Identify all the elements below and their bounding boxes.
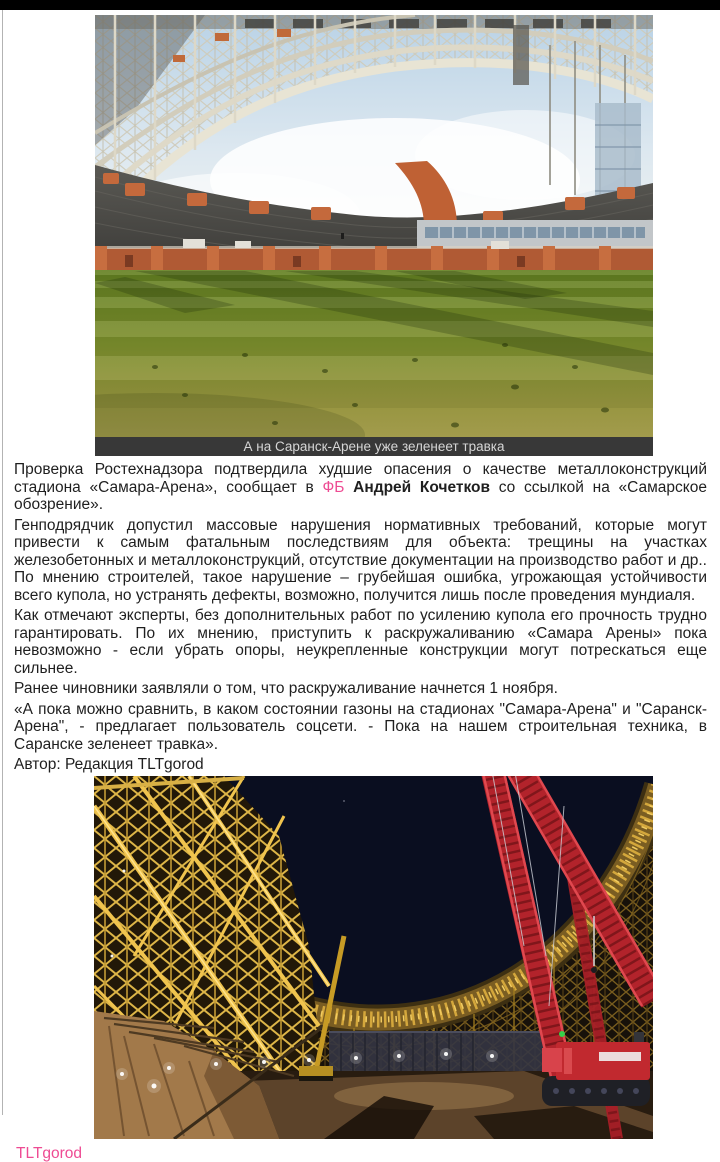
red-crawler-crane: [542, 1031, 650, 1106]
stadium-photo: [95, 15, 653, 437]
article-paragraph-5: «А пока можно сравнить, в каком состоянии газоны на стадионах "Самара-Арена" и "Саранск-Арена", - предлагает пользователь соцсети. - Пока на нашем строительная техника, в Саранске зеленеет травка».: [14, 701, 707, 754]
article-paragraph-3: Как отмечают эксперты, без дополнительных работ по усилению купола его прочность трудно гарантировать. По их мнению, приступить к раскружаливанию «Самара Арены» пока невозможно - если убрать опоры, неукрепленные конструкции могут потрескаться еще сильнее.: [14, 607, 707, 677]
article-body: [0, 461, 720, 1162]
photo-caption: А на Саранск-Арене уже зеленеет травка: [95, 437, 653, 456]
author-name-bold: Андрей Кочетков: [344, 479, 490, 496]
fb-link[interactable]: ФБ: [323, 479, 345, 496]
article-figure-stadium: [95, 15, 653, 456]
article-paragraph-1: [14, 461, 707, 514]
stadium-pitch: [95, 270, 653, 437]
article-figure-construction: [94, 776, 653, 1139]
article-paragraph-2: Генподрядчик допустил массовые нарушения нормативных требований, которые могут привести к самым фатальным последствиям для объекта: трещины на участках железобетонных и металлоконструкций, отсутствие документации на производство работ и др.. По мнению строителей, такое нарушение – грубейшая ошибка, угрожающая устойчивости всего купола, но устранять дефекты, возможно, получится лишь после проведения мундиаля.: [14, 517, 707, 605]
top-black-bar: [0, 0, 720, 10]
paragraph-1-text: Проверка Ростехнадзора подтвердила худшие опасения о качестве металлоконструкций стадиона «Самара-Арена», сообщает в: [14, 461, 707, 496]
construction-photo: [94, 776, 653, 1139]
author-line: Автор: Редакция TLTgorod: [14, 756, 707, 774]
article-paragraph-4: Ранее чиновники заявляли о том, что раскружаливание начнется 1 ноября.: [14, 680, 707, 698]
paragraph-1-tail: со ссылкой на «Самарское обозрение».: [14, 479, 707, 514]
article-text-column: [14, 461, 707, 774]
tltgorod-link[interactable]: TLTgorod: [16, 1145, 720, 1162]
